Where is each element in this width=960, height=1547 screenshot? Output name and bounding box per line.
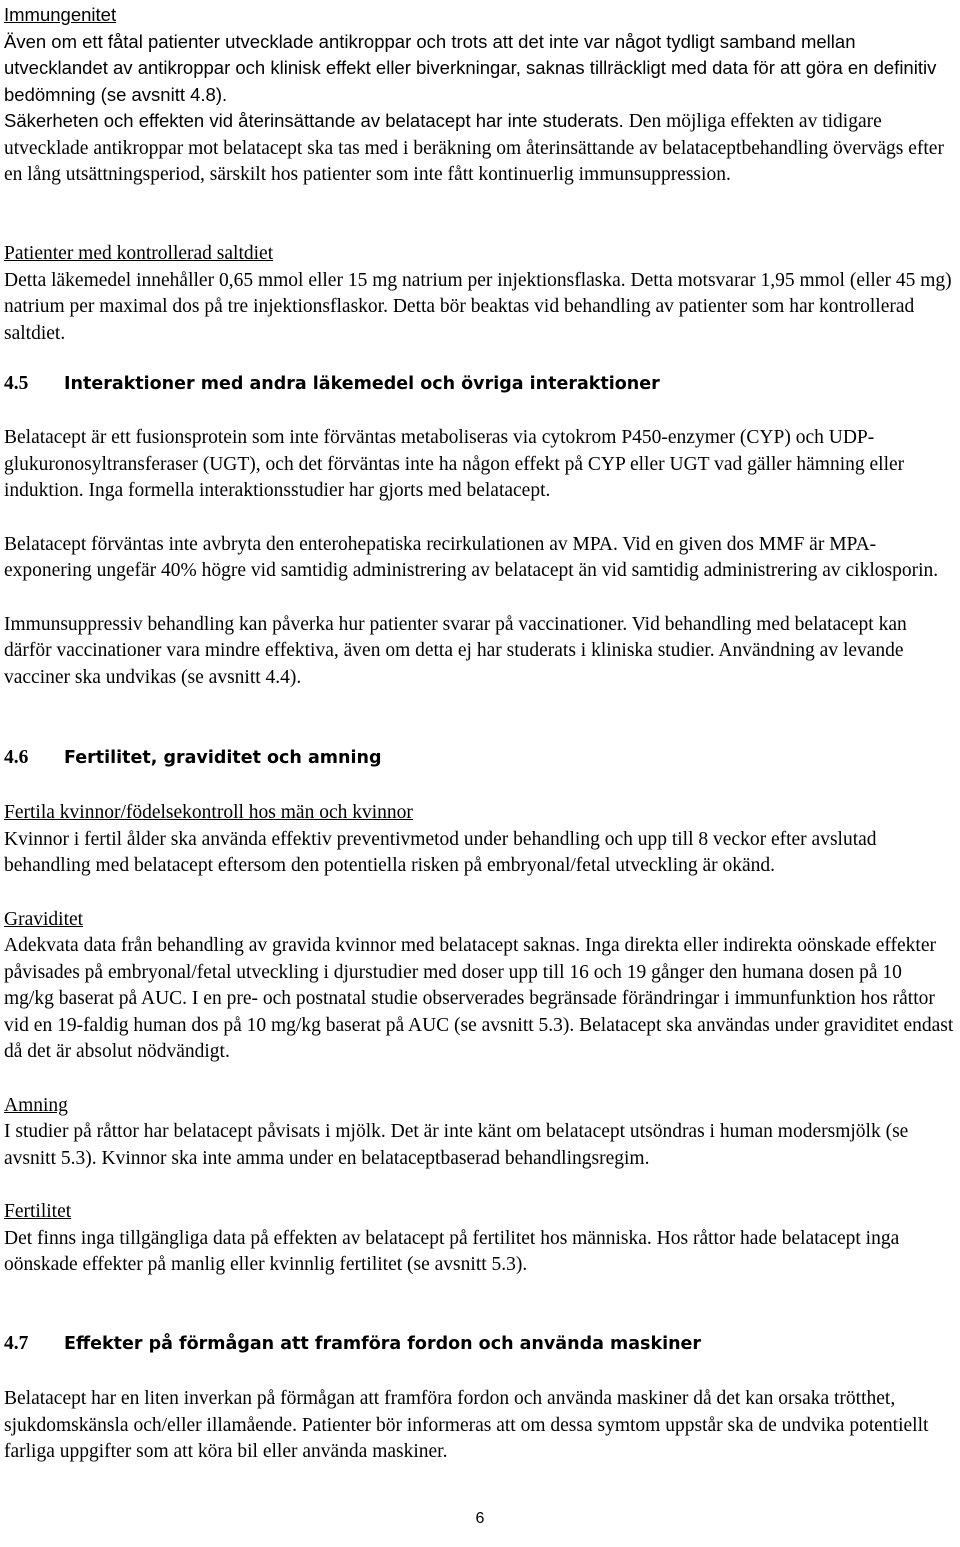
- breastfeeding-text: I studier på råttor har belatacept påvisats i mjölk. Det är inte känt om belatacept utsöndras i human modersmjölk (se avsnitt 5.3). Kvinnor ska inte amma under en belataceptbaserad behandlingsregim.: [4, 1121, 909, 1169]
- reintroduction-lead: Säkerheten och effekten vid återinsättande av belatacept har inte studerats.: [4, 110, 624, 131]
- salt-text: Detta läkemedel innehåller 0,65 mmol eller 15 mg natrium per injektionsflaska. Detta motsvarar 1,95 mmol (eller 45 mg) natrium per maximal dos på tre injektionsflaskor. Detta bör beaktas vid behandling av patienter som har kontrollerad saltdiet.: [4, 269, 952, 344]
- interactions-paragraph-1: Belatacept är ett fusionsprotein som inte förväntas metaboliseras via cytokrom P450-enzymer (CYP) och UDP-glukuronosyltransferaser (UGT), och det förväntas inte ha någon effekt på CYP eller UGT vad gäller hämning eller induktion. Inga formella interaktionsstudier har gjorts med belatacept.: [4, 427, 905, 501]
- reintroduction-paragraph: [4, 108, 954, 189]
- driving-text: Belatacept har en liten inverkan på förmågan att framföra fordon och använda maskiner då det kan orsaka trötthet, sjukdomskänsla och/eller illamående. Patienter bör informeras att om dessa symtom uppstår ska de undvika potentiellt farliga uppgifter som att köra bil eller använda maskiner.: [4, 1388, 929, 1462]
- section-number: 4.7: [4, 1333, 29, 1354]
- pregnancy-text: Adekvata data från behandling av gravida kvinnor med belatacept saknas. Inga direkta eller indirekta oönskade effekter påvisades på embryonal/fetal utveckling i djurstudier med doser upp till 16 och 19 gånger den humana dosen på 10 mg/kg baserat på AUC. I en pre- och postnatal studie observerades begränsade förändringar i immunfunktion hos råttor vid en 19-faldig human dos på 10 mg/kg baserat på AUC (se avsnitt 5.3). Belatacept ska användas under graviditet endast då det är absolut nödvändigt.: [4, 935, 954, 1062]
- fertility-heading: Fertilitet: [4, 1201, 72, 1222]
- section-title: Fertilitet, graviditet och amning: [64, 748, 382, 768]
- immunogenicity-paragraph: Även om ett fåtal patienter utvecklade antikroppar och trots att det inte var något tydligt samband mellan utvecklandet av antikroppar och klinisk effekt eller biverkningar, saknas tillräckligt med data för att göra en definitiv bedömning (se avsnitt 4.8).: [4, 30, 937, 105]
- breastfeeding-heading: Amning: [4, 1094, 68, 1116]
- fertile-women-heading: Fertila kvinnor/födelsekontroll hos män och kvinnor: [4, 802, 413, 823]
- salt-section: [4, 241, 954, 347]
- section-number: 4.6: [4, 747, 29, 768]
- fertile-women-text: Kvinnor i fertil ålder ska använda effektiv preventivmetod under behandling och upp till 8 veckor efter avslutad behandling med belatacept eftersom den potentiella risken på embryonal/fetal utveckling är okänd.: [4, 828, 877, 876]
- fertility-text: Det finns inga tillgängliga data på effekten av belatacept på fertilitet hos människa. Hos råttor hade belatacept inga oönskade effekter på manlig eller kvinnlig fertilitet (se avsnitt 5.3).: [4, 1227, 900, 1275]
- section-title: Interaktioner med andra läkemedel och övriga interaktioner: [64, 374, 660, 394]
- section-4-6-body: [4, 800, 954, 1279]
- salt-heading: Patienter med kontrollerad saltdiet: [4, 243, 274, 264]
- section-4-7-body: [4, 1386, 954, 1466]
- immunogenicity-heading: Immungenitet: [4, 4, 117, 25]
- section-4-5-body: [4, 425, 954, 691]
- interactions-paragraph-3: Immunsuppressiv behandling kan påverka hur patienter svarar på vaccinationer. Vid behandling med belatacept kan därför vaccinationer vara mindre effektiva, även om detta ej har studerats i kliniska studier. Användning av levande vacciner ska undvikas (se avsnitt 4.4).: [4, 613, 907, 688]
- section-number: 4.5: [4, 373, 29, 394]
- section-4-6-heading: [4, 747, 381, 769]
- section-4-5-heading: [4, 373, 660, 395]
- section-title: Effekter på förmågan att framföra fordon och använda maskiner: [64, 1334, 702, 1354]
- immunogenicity-section: [4, 2, 954, 189]
- interactions-paragraph-2: Belatacept förväntas inte avbryta den enterohepatiska recirkulationen av MPA. Vid en given dos MMF är MPA-exponering ungefär 40% högre vid samtidig administrering av belatacept än vid samtidig administrering av ciklosporin.: [4, 533, 939, 581]
- reintroduction-rest: Den möjliga effekten av tidigare utvecklade antikroppar mot belatacept ska tas med i beräkning om återinsättande av belataceptbehandling övervägs efter en lång utsättningsperiod, särskilt hos patienter som inte fått kontinuerlig immunsuppression.: [4, 111, 944, 185]
- pregnancy-heading: Graviditet: [4, 908, 84, 930]
- section-4-7-heading: [4, 1333, 701, 1355]
- page-number: 6: [475, 1510, 485, 1527]
